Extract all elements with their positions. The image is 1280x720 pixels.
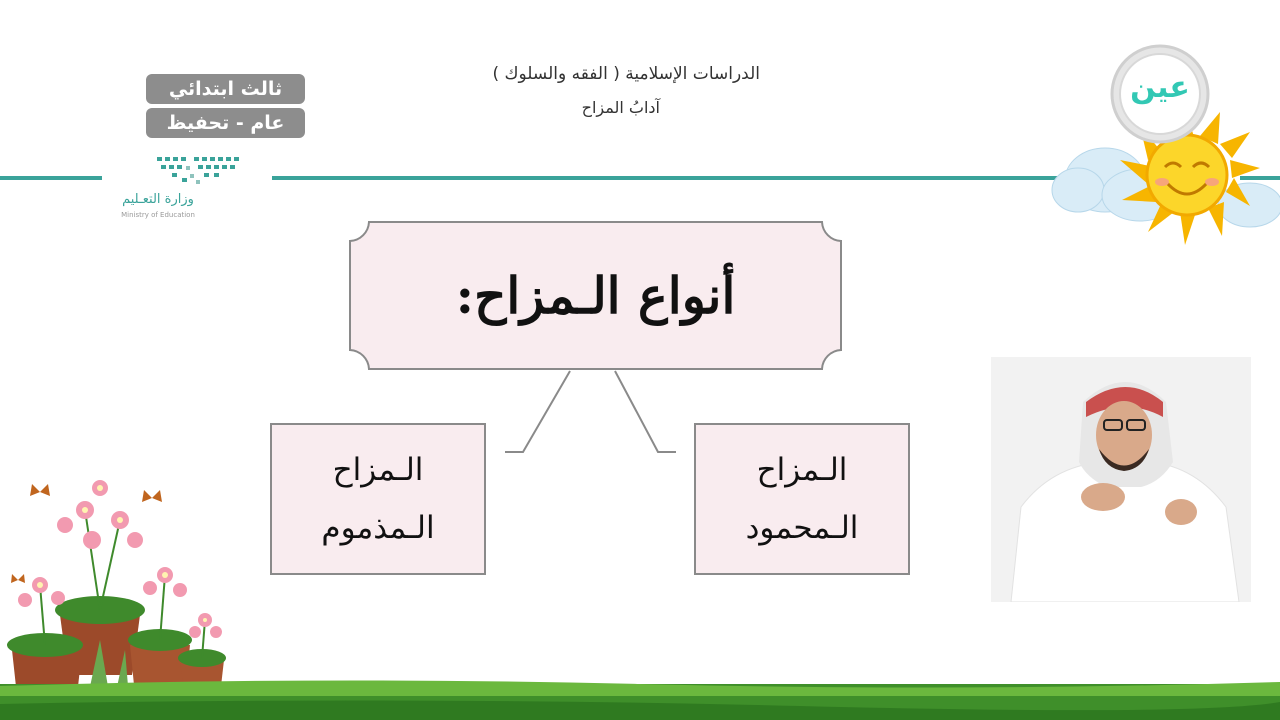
praiseworthy-line1: الـمزاح (756, 452, 848, 488)
types-of-joking-title: أنواع الـمزاح: (455, 266, 736, 325)
blameworthy-line2: الـمذموم (321, 510, 435, 546)
ministry-name-english: Ministry of Education (121, 211, 195, 219)
blameworthy-line1: الـمزاح (332, 452, 424, 488)
grade-track-badge: عام - تحفيظ (146, 108, 305, 138)
header-divider-left (0, 176, 102, 180)
title-card (349, 221, 842, 370)
ministry-name-arabic: وزارة التعـليم (122, 192, 194, 207)
subject-title: الدراسات الإسلامية ( الفقه والسلوك ) (492, 64, 760, 84)
praiseworthy-joking-box (694, 423, 910, 575)
blameworthy-joking-box (270, 423, 486, 575)
lesson-title: آدابُ المزاح (581, 98, 660, 117)
diagram-connector (500, 370, 680, 460)
grass-strip-decoration-icon (0, 676, 1280, 720)
channel-logo-text: عين (1130, 70, 1190, 105)
sign-language-interpreter-video (991, 357, 1251, 602)
praiseworthy-line2: الـمحمود (745, 510, 859, 546)
interpreter-figure-icon (991, 357, 1251, 602)
header-divider-right (272, 176, 1072, 180)
grade-level-badge: ثالث ابتدائي (146, 74, 305, 104)
